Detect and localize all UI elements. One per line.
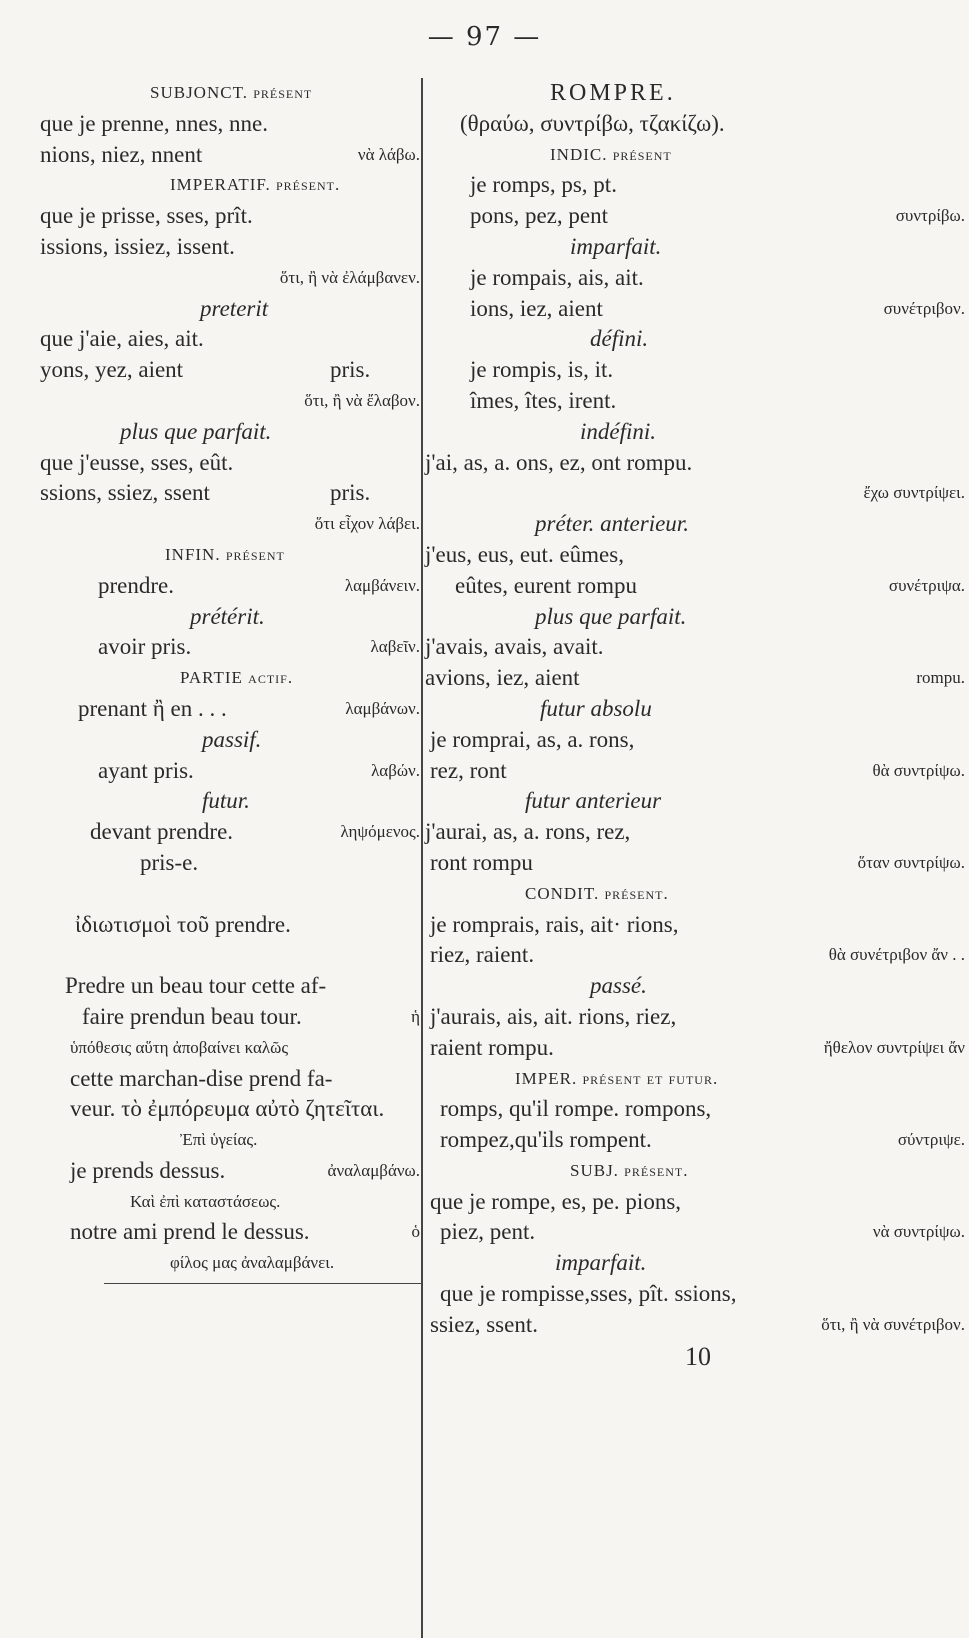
left-column-line [40, 540, 420, 571]
left-column-line [40, 1156, 420, 1187]
line-text: futur. [202, 788, 250, 814]
line-text: imparfait. [570, 233, 662, 259]
left-column-line [40, 1217, 420, 1248]
line-text: (θραύω, συντρίβω, τζακίζω). [460, 110, 725, 136]
left-column-line [40, 478, 420, 509]
left-column-line [40, 756, 420, 787]
line-translation: rompu. [916, 668, 965, 688]
line-text: nions, niez, nnent [40, 141, 203, 167]
left-column-line [40, 232, 420, 263]
line-text: issions, issiez, issent. [40, 233, 235, 259]
line-translation: ὅταν συντρίψω. [857, 852, 965, 872]
line-translation: λαμβάνειν. [344, 575, 420, 595]
right-column-line [425, 263, 965, 294]
line-translation: θὰ συνέτριβον ἄν . . [828, 945, 965, 965]
left-column-line [40, 848, 420, 879]
line-text: futur absolu [540, 695, 652, 721]
line-translation: λαβών. [371, 760, 420, 780]
line-text: je romps, ps, pt. [470, 172, 617, 198]
right-column-line [425, 509, 965, 540]
right-column-line [425, 1279, 965, 1310]
right-column-line [425, 1094, 965, 1125]
left-column-line [40, 386, 420, 417]
line-text: ayant pris. [98, 757, 194, 783]
right-column-line [425, 786, 965, 817]
line-text: faire prendun beau tour. [82, 1003, 302, 1029]
line-text: passé. [590, 973, 647, 999]
right-column-line [425, 355, 965, 386]
line-text: IMPERATIF. présent. [170, 175, 341, 195]
line-text: défini. [590, 326, 649, 352]
line-translation: ἤθελον συντρίψει ἄν [823, 1037, 965, 1057]
left-column-line [40, 602, 420, 633]
line-text: rez, ront [430, 757, 507, 783]
line-text: que j'eusse, sses, eût. [40, 449, 234, 475]
line-translation: ὅτι εἶχον λάβει. [314, 514, 420, 534]
line-text: SUBJONCT. présent [150, 83, 313, 102]
right-column-line [425, 725, 965, 756]
line-text: pons, pez, pent [470, 203, 608, 229]
line-text: PARTIE actif. [180, 668, 294, 688]
right-column-line [425, 910, 965, 941]
line-translation: ληψόμενος. [340, 822, 420, 842]
line-text: rompez,qu'ils rompent. [440, 1127, 652, 1153]
right-column-line [425, 386, 965, 417]
line-text: je romprais, rais, ait· rions, [430, 911, 679, 937]
left-column-line [40, 632, 420, 663]
line-text: indéfini. [580, 418, 657, 444]
left-column-line [40, 910, 420, 941]
right-column-line [425, 571, 965, 602]
line-translation: ὅτι, ἢ νὰ ἔλαβον. [304, 390, 420, 410]
line-text: j'aurai, as, a. rons, rez, [425, 819, 631, 845]
line-text: INDIC. présent [550, 144, 672, 164]
line-text: je romprai, as, a. rons, [430, 726, 635, 752]
line-text: que j'aie, aies, ait. [40, 326, 204, 352]
line-text: que je rompe, es, pe. pions, [430, 1188, 682, 1214]
left-column-line [40, 694, 420, 725]
right-column-line [425, 294, 965, 325]
line-inline-word: pris. [330, 480, 371, 506]
line-text: prendre. [98, 572, 174, 598]
line-translation: ὁ [411, 1222, 420, 1242]
left-column-line [40, 109, 420, 140]
line-text: yons, yez, aient [40, 357, 184, 383]
left-column-line [40, 1033, 420, 1064]
line-translation: συνέτριψα. [888, 575, 965, 595]
line-text: j'avais, avais, avait. [425, 634, 604, 660]
line-translation: ἀναλαμβάνω. [327, 1160, 420, 1180]
left-column-line [40, 355, 420, 386]
line-text: Ἐπὶ ὑγείας. [180, 1130, 258, 1150]
right-column-line [425, 817, 965, 848]
right-column-line [425, 756, 965, 787]
line-text: plus que parfait. [120, 418, 272, 444]
line-text: j'ai, as, a. ons, ez, ont rompu. [425, 449, 693, 475]
left-column-line [40, 1064, 420, 1095]
line-text: futur anterieur [525, 788, 662, 814]
left-column-line [40, 78, 420, 109]
line-text: j'eus, eus, eut. eûmes, [425, 541, 624, 567]
right-column-line [425, 1248, 965, 1279]
line-text: cette marchan-dise prend fa- [70, 1065, 333, 1091]
line-translation: ἔχω συντρίψει. [863, 483, 965, 503]
line-text: ROMPRE. [550, 80, 676, 106]
line-text: SUBJ. présent. [570, 1160, 689, 1180]
right-column [425, 78, 965, 1341]
footer-rule [104, 1283, 422, 1284]
line-text: j'aurais, ais, ait. rions, riez, [430, 1003, 677, 1029]
line-text: que je prisse, sses, prît. [40, 203, 253, 229]
right-column-line [425, 1033, 965, 1064]
left-column-line [40, 571, 420, 602]
right-column-line [425, 879, 965, 910]
left-column [40, 78, 420, 1279]
right-column-line [425, 109, 965, 140]
line-text: je rompais, ais, ait. [470, 264, 644, 290]
right-column-line [425, 448, 965, 479]
line-text: preterit [200, 295, 269, 321]
left-column-line [40, 1002, 420, 1033]
left-column-line [40, 817, 420, 848]
line-text: plus que parfait. [535, 603, 687, 629]
left-column-line [40, 140, 420, 171]
line-text: notre ami prend le dessus. [70, 1219, 310, 1245]
line-translation: ἡ [411, 1006, 420, 1026]
line-inline-word: pris. [330, 357, 371, 383]
left-column-line [40, 879, 420, 910]
line-text: avoir pris. [98, 634, 192, 660]
left-column-line [40, 324, 420, 355]
line-text: INFIN. présent [165, 544, 285, 564]
line-text: je prends dessus. [70, 1157, 226, 1183]
left-column-line [40, 201, 420, 232]
line-translation: λαμβάνων. [345, 698, 420, 718]
line-text: CONDIT. présent. [525, 883, 669, 903]
line-translation: νὰ λάβω. [357, 144, 420, 164]
left-column-line [40, 417, 420, 448]
right-column-line [425, 1064, 965, 1095]
line-text: que je prenne, nnes, nne. [40, 110, 269, 136]
left-column-line [40, 940, 420, 971]
line-text: devant prendre. [90, 819, 234, 845]
left-column-line [40, 448, 420, 479]
left-column-line [40, 263, 420, 294]
line-translation: νὰ συντρίψω. [872, 1222, 965, 1242]
line-translation: ὅτι, ἢ νὰ συνέτριβον. [821, 1314, 965, 1334]
line-text: romps, qu'il rompe. rompons, [440, 1096, 712, 1122]
line-text: ἰδιωτισμοὶ τοῦ prendre. [75, 911, 291, 937]
left-column-line [40, 294, 420, 325]
line-text: prenant ἢ en . . . [78, 695, 227, 721]
right-column-line [425, 324, 965, 355]
line-text: ssiez, ssent. [430, 1311, 538, 1337]
line-translation: ὅτι, ἢ νὰ ἐλάμβανεν. [279, 267, 420, 287]
line-translation: λαβεῖν. [370, 637, 420, 657]
right-column-line [425, 1217, 965, 1248]
line-text: avions, iez, aient [425, 665, 580, 691]
left-column-line [40, 1094, 420, 1125]
line-text: ὑπόθεσις αὕτη ἀποβαίνει καλῶς [70, 1037, 289, 1057]
line-text: φίλος μας ἀναλαμβάνει. [170, 1253, 335, 1273]
right-column-line [425, 78, 965, 109]
left-column-line [40, 509, 420, 540]
line-text: IMPER. présent et futur. [515, 1068, 719, 1088]
line-text: prétérit. [190, 603, 265, 629]
line-text: imparfait. [555, 1250, 647, 1276]
line-text: passif. [202, 726, 262, 752]
right-column-line [425, 140, 965, 171]
line-text: raient rompu. [430, 1034, 554, 1060]
line-text: veur. τὸ ἐμπόρευμα αὐτὸ ζητεῖται. [70, 1096, 385, 1122]
right-column-line [425, 1187, 965, 1218]
right-column-line [425, 478, 965, 509]
line-text: Predre un beau tour cette af- [65, 973, 327, 999]
line-translation: συντρίβω. [895, 206, 965, 226]
right-column-line [425, 1310, 965, 1341]
left-column-line [40, 170, 420, 201]
right-column-line [425, 848, 965, 879]
right-column-line [425, 971, 965, 1002]
left-column-line [40, 663, 420, 694]
right-column-line [425, 663, 965, 694]
line-text: ront rompu [430, 849, 533, 875]
line-translation: θὰ συντρίψω. [872, 760, 965, 780]
left-column-line [40, 971, 420, 1002]
left-column-line [40, 1248, 420, 1279]
folio-mark: 10 [685, 1342, 711, 1371]
right-column-line [425, 201, 965, 232]
right-column-line [425, 694, 965, 725]
line-text: pris-e. [140, 849, 199, 875]
line-text: eûtes, eurent rompu [455, 572, 638, 598]
line-text: je rompis, is, it. [470, 357, 614, 383]
line-text: riez, raient. [430, 942, 535, 968]
right-column-line [425, 940, 965, 971]
right-column-line [425, 540, 965, 571]
left-column-line [40, 1125, 420, 1156]
right-column-line [425, 170, 965, 201]
line-text: préter. anterieur. [535, 511, 689, 537]
page-number: — 97 — [427, 22, 542, 52]
left-column-line [40, 786, 420, 817]
right-column-line [425, 1156, 965, 1187]
right-column-line [425, 232, 965, 263]
line-text: Καὶ ἐπὶ καταστάσεως. [130, 1191, 281, 1211]
right-column-line [425, 632, 965, 663]
line-translation: συνέτριβον. [883, 298, 965, 318]
line-text: îmes, îtes, irent. [470, 387, 617, 413]
line-text: ions, iez, aient [470, 295, 603, 321]
line-text: piez, pent. [440, 1219, 536, 1245]
right-column-line [425, 602, 965, 633]
left-column-line [40, 725, 420, 756]
right-column-line [425, 417, 965, 448]
left-column-line [40, 1187, 420, 1218]
right-column-line [425, 1002, 965, 1033]
line-text: ssions, ssiez, ssent [40, 480, 210, 506]
right-column-line [425, 1125, 965, 1156]
line-text: que je rompisse,sses, pît. ssions, [440, 1281, 737, 1307]
column-divider [421, 78, 423, 1638]
line-translation: σύντριψε. [897, 1130, 965, 1150]
